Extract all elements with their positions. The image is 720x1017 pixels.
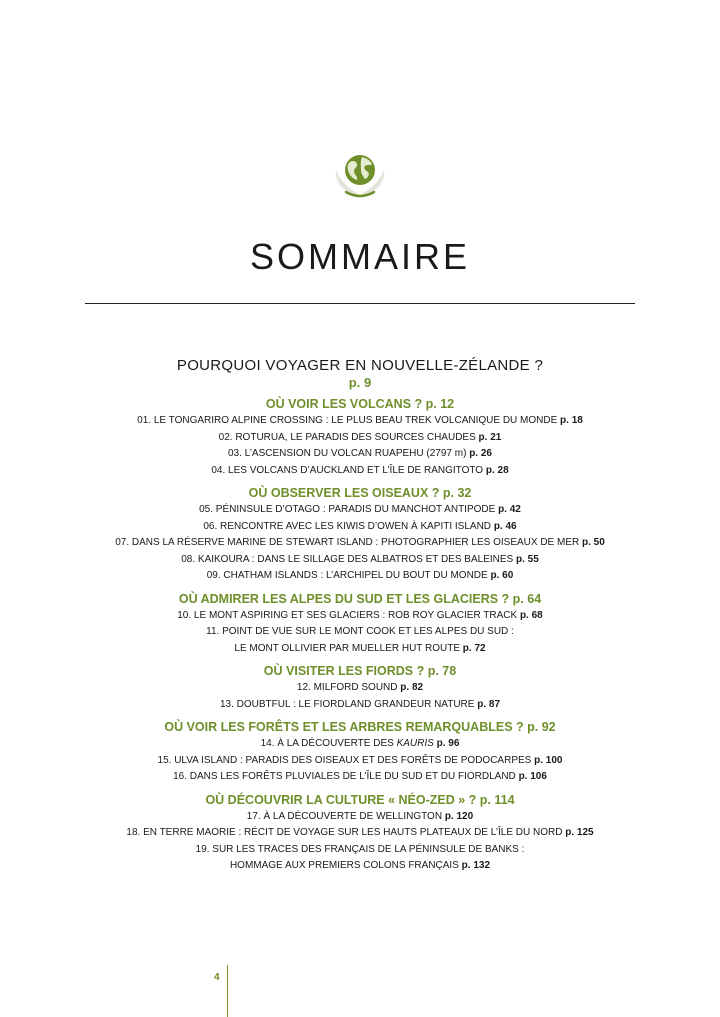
entry-label: 13. DOUBTFUL : LE FIORDLAND GRANDEUR NATURE — [219, 698, 475, 710]
globe-hands-icon — [332, 148, 388, 200]
toc-section — [0, 663, 720, 713]
toc-section — [0, 792, 720, 875]
entry-page: p. 87 — [477, 698, 501, 710]
entry-label: 14. À LA DÉCOUVERTE DES — [260, 738, 394, 749]
toc-entry[interactable] — [0, 502, 720, 519]
entry-label: 03. L’ASCENSION DU VOLCAN RUAPEHU (2797 m) — [228, 448, 467, 459]
entry-page: p. 60 — [490, 570, 514, 581]
toc-entry[interactable] — [0, 641, 720, 658]
entry-page: p. 28 — [485, 464, 509, 476]
entry-label: LE MONT OLLIVIER PAR MUELLER HUT ROUTE — [234, 642, 461, 654]
intro-heading: POURQUOI VOYAGER EN NOUVELLE-ZÉLANDE ? — [176, 357, 544, 374]
toc-entry[interactable] — [0, 463, 720, 480]
entry-page: p. 96 — [436, 738, 460, 749]
toc-entry[interactable] — [0, 809, 720, 826]
entry-label: 07. DANS LA RÉSERVE MARINE DE STEWART ISLAND : PHOTOGRAPHIER LES OISEAUX DE MER — [115, 537, 580, 548]
toc-entry[interactable] — [0, 430, 720, 447]
entry-label: 17. À LA DÉCOUVERTE DE WELLINGTON — [246, 810, 443, 822]
table-of-contents — [0, 357, 720, 875]
entry-page: p. 46 — [493, 520, 517, 532]
entry-label: 02. ROTURUA, LE PARADIS DES SOURCES CHAUDES — [218, 431, 476, 443]
entry-label: 09. CHATHAM ISLANDS : L’ARCHIPEL DU BOUT DU MONDE — [206, 570, 488, 581]
entry-label: 18. EN TERRE MAORIE : RÉCIT DE VOYAGE SUR LES HAUTS PLATEAUX DE L’ÎLE DU NORD — [126, 827, 563, 838]
toc-entry[interactable] — [0, 413, 720, 430]
section-title[interactable]: OÙ VOIR LES VOLCANS ? p. 12 — [265, 397, 455, 411]
toc-entry[interactable] — [0, 825, 720, 842]
section-title[interactable]: OÙ ADMIRER LES ALPES DU SUD ET LES GLACIERS ? p. 64 — [178, 591, 542, 606]
entry-label: 10. LE MONT ASPIRING ET SES GLACIERS : ROB ROY GLACIER TRACK — [177, 609, 518, 621]
toc-entry[interactable] — [0, 446, 720, 463]
globe-logo — [332, 148, 388, 200]
intro-page: p. 9 — [348, 375, 372, 390]
toc-entry[interactable] — [0, 624, 720, 641]
section-title[interactable]: OÙ VOIR LES FORÊTS ET LES ARBRES REMARQUABLES ? p. 92 — [164, 720, 556, 734]
entry-page: p. 55 — [515, 553, 539, 565]
entry-label: 12. MILFORD SOUND — [296, 682, 398, 693]
footer-divider — [227, 965, 228, 1017]
toc-entry[interactable] — [0, 753, 720, 770]
toc-section — [0, 485, 720, 585]
entry-page: p. 21 — [478, 431, 502, 443]
entry-label: 08. KAIKOURA : DANS LE SILLAGE DES ALBATROS ET DES BALEINES — [181, 553, 514, 565]
entry-page: p. 68 — [519, 609, 543, 621]
entry-label: 11. POINT DE VUE SUR LE MONT COOK ET LES ALPES DU SUD : — [206, 626, 514, 637]
entry-label: 19. SUR LES TRACES DES FRANÇAIS DE LA PÉNINSULE DE BANKS : — [195, 843, 525, 855]
toc-entry[interactable] — [0, 535, 720, 552]
toc-entry[interactable] — [0, 736, 720, 753]
toc-entry[interactable] — [0, 608, 720, 625]
entry-page: p. 42 — [498, 504, 521, 515]
entry-page: p. 106 — [518, 771, 547, 782]
entry-label: 05. PÉNINSULE D’OTAGO : PARADIS DU MANCHOT ANTIPODE — [199, 504, 496, 515]
title-divider — [85, 303, 635, 304]
entry-page: p. 125 — [565, 827, 594, 838]
toc-entry[interactable] — [0, 697, 720, 714]
entry-label: 04. LES VOLCANS D’AUCKLAND ET L’ÎLE DE RANGITOTO — [211, 464, 484, 476]
entry-label: HOMMAGE AUX PREMIERS COLONS FRANÇAIS — [229, 860, 459, 871]
toc-section — [0, 591, 720, 658]
toc-entry[interactable] — [0, 519, 720, 536]
toc-entry[interactable] — [0, 842, 720, 859]
toc-sections — [0, 396, 720, 875]
entry-page: p. 120 — [444, 810, 474, 822]
page-number: 4 — [214, 972, 220, 983]
section-title[interactable]: OÙ VISITER LES FIORDS ? p. 78 — [263, 664, 457, 678]
entry-label: 15. ULVA ISLAND : PARADIS DES OISEAUX ET DES FORÊTS DE PODOCARPES — [157, 754, 532, 766]
toc-entry[interactable] — [0, 552, 720, 569]
entry-page: p. 18 — [560, 415, 583, 426]
page-title: SOMMAIRE — [249, 236, 470, 277]
toc-entry[interactable] — [0, 769, 720, 786]
toc-section — [0, 719, 720, 786]
toc-entry[interactable] — [0, 680, 720, 697]
section-title[interactable]: OÙ DÉCOUVRIR LA CULTURE « NÉO-ZED » ? p. 114 — [205, 792, 515, 807]
entry-page: p. 132 — [461, 860, 491, 871]
entry-label: 06. RENCONTRE AVEC LES KIWIS D’OWEN À KAPITI ISLAND — [203, 520, 492, 532]
entry-label: 01. LE TONGARIRO ALPINE CROSSING : LE PLUS BEAU TREK VOLCANIQUE DU MONDE — [137, 415, 558, 426]
entry-italic: KAURIS — [396, 738, 434, 749]
toc-entry[interactable] — [0, 568, 720, 585]
toc-entry[interactable] — [0, 858, 720, 875]
entry-page: p. 100 — [534, 754, 563, 766]
toc-section — [0, 396, 720, 479]
entry-page: p. 82 — [400, 682, 424, 693]
entry-page: p. 50 — [582, 537, 605, 548]
entry-page: p. 26 — [469, 448, 492, 459]
section-title[interactable]: OÙ OBSERVER LES OISEAUX ? p. 32 — [248, 486, 472, 500]
entry-page: p. 72 — [462, 642, 486, 654]
entry-label: 16. DANS LES FORÊTS PLUVIALES DE L’ÎLE DU SUD ET DU FIORDLAND — [173, 771, 516, 782]
